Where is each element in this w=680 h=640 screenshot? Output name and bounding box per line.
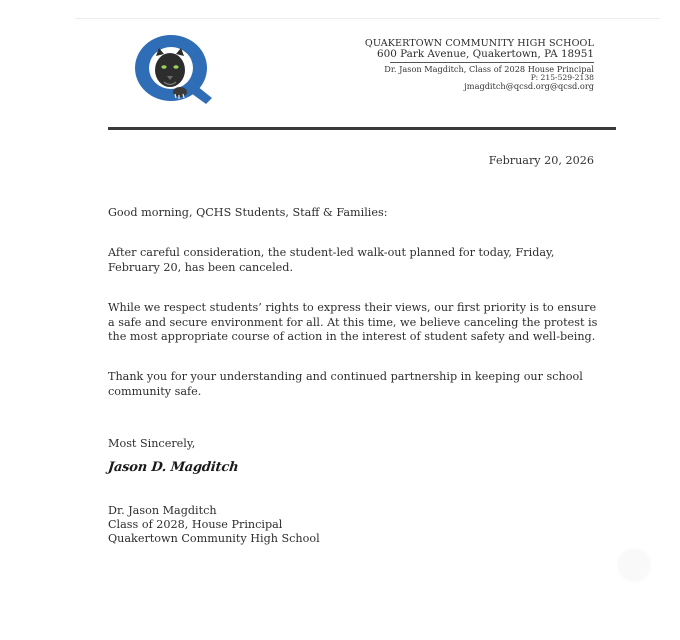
school-address: 600 Park Avenue, Quakertown, PA 18951 <box>377 48 594 61</box>
school-name: QUAKERTOWN COMMUNITY HIGH SCHOOL <box>364 38 594 49</box>
floating-action-button[interactable] <box>618 549 650 581</box>
letter-paragraph-3: Thank you for your understanding and continued partnership in keeping our school community safe. <box>108 370 583 398</box>
letter-paragraph-1: After careful consideration, the student-led walk-out planned for today, Friday, February 20, has been canceled. <box>108 246 555 274</box>
school-contact-block <box>365 39 594 90</box>
letter-date: February 20, 2026 <box>488 154 594 167</box>
principal-line: Dr. Jason Magditch, Class of 2028 House Principal <box>384 63 594 74</box>
phone-number: P: 215-529-2138 <box>530 72 594 82</box>
handwritten-signature: Jason D. Magditch <box>107 460 240 475</box>
signer-title: Class of 2028, House Principal <box>108 518 283 531</box>
letter-paragraph-2: While we respect students’ rights to express their views, our first priority is to ensure a safe and secure environment for all. At this time, we believe canceling the protest is the most appropriate course of action in the interest of student safety and well-being. <box>108 301 598 344</box>
letter-closing: Most Sincerely, <box>108 437 196 450</box>
contact-divider <box>390 62 594 63</box>
letter-greeting: Good morning, QCHS Students, Staff & Families: <box>108 206 388 219</box>
header-divider <box>108 127 616 130</box>
signature-block <box>108 504 320 546</box>
panther-q-logo-icon <box>128 30 216 108</box>
signer-name: Dr. Jason Magditch <box>108 504 217 517</box>
email-address: jmagditch@qcsd.org@qcsd.org <box>464 80 594 91</box>
signer-school: Quakertown Community High School <box>108 532 320 545</box>
